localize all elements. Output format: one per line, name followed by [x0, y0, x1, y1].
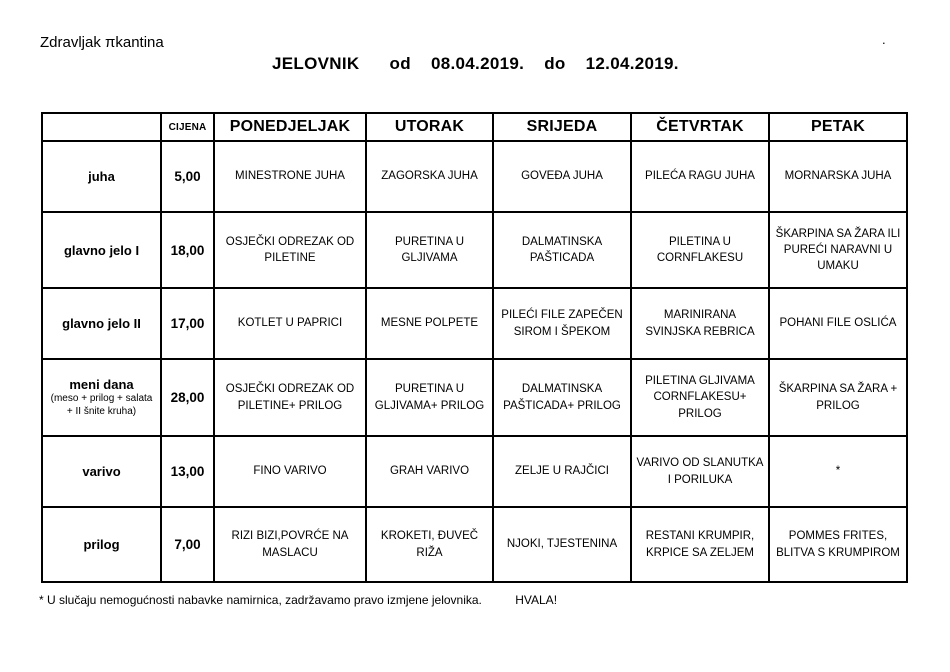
price-cell: 13,00	[161, 436, 214, 507]
menu-item-cell: POHANI FILE OSLIĆA	[769, 288, 907, 359]
column-header-utorak: UTORAK	[366, 113, 493, 141]
menu-item-cell: PURETINA U GLJIVAMA	[366, 212, 493, 288]
row-label-text: glavno jelo II	[62, 316, 141, 331]
price-cell: 18,00	[161, 212, 214, 288]
table-row-meni-dana	[42, 359, 907, 436]
menu-item-cell: POMMES FRITES, BLITVA S KRUMPIROM	[769, 507, 907, 582]
table-row-glavno-jelo-2	[42, 288, 907, 359]
menu-item-cell: GOVEĐA JUHA	[493, 141, 631, 212]
menu-item-cell: PILETINA U CORNFLAKESU	[631, 212, 769, 288]
menu-item-cell: KOTLET U PAPRICI	[214, 288, 366, 359]
organization-name: Zdravljak πkantina	[40, 34, 164, 51]
price-cell: 17,00	[161, 288, 214, 359]
corner-spacer	[42, 113, 161, 141]
menu-item-cell: PILETINA GLJIVAMA CORNFLAKESU+ PRILOG	[631, 359, 769, 436]
row-label-juha	[42, 141, 161, 212]
column-header-petak: PETAK	[769, 113, 907, 141]
column-header-cetvrtak: ČETVRTAK	[631, 113, 769, 141]
menu-item-cell: OSJEČKI ODREZAK OD PILETINE+ PRILOG	[214, 359, 366, 436]
row-sublabel-text: (meso + prilog + salata + II šnite kruha)	[50, 393, 153, 417]
footer-disclaimer: * U slučaju nemogućnosti nabavke namirnica, zadržavamo pravo izmjene jelovnika. HVALA!	[39, 593, 558, 607]
row-label-varivo	[42, 436, 161, 507]
row-label-text: varivo	[82, 464, 121, 479]
table-row-juha	[42, 141, 907, 212]
menu-item-cell: RESTANI KRUMPIR, KRPICE SA ZELJEM	[631, 507, 769, 582]
header-row	[42, 113, 907, 141]
column-header-ponedjeljak: PONEDJELJAK	[214, 113, 366, 141]
row-label-meni-dana	[42, 359, 161, 436]
menu-item-cell: MARINIRANA SVINJSKA REBRICA	[631, 288, 769, 359]
menu-item-cell: VARIVO OD SLANUTKA I PORILUKA	[631, 436, 769, 507]
row-label-glavno-jelo-1	[42, 212, 161, 288]
menu-item-cell: MORNARSKA JUHA	[769, 141, 907, 212]
price-cell: 28,00	[161, 359, 214, 436]
menu-item-cell: KROKETI, ĐUVEČ RIŽA	[366, 507, 493, 582]
menu-item-cell: PURETINA U GLJIVAMA+ PRILOG	[366, 359, 493, 436]
menu-item-cell: GRAH VARIVO	[366, 436, 493, 507]
menu-item-cell: MESNE POLPETE	[366, 288, 493, 359]
table-row-prilog	[42, 507, 907, 582]
menu-item-cell: PILEĆI FILE ZAPEČEN SIROM I ŠPEKOM	[493, 288, 631, 359]
menu-item-cell: *	[769, 436, 907, 507]
menu-item-cell: PILEĆA RAGU JUHA	[631, 141, 769, 212]
menu-table	[41, 112, 908, 583]
menu-item-cell: NJOKI, TJESTENINA	[493, 507, 631, 582]
column-header-srijeda: SRIJEDA	[493, 113, 631, 141]
row-label-text: juha	[88, 169, 115, 184]
price-cell: 7,00	[161, 507, 214, 582]
row-label-glavno-jelo-2	[42, 288, 161, 359]
menu-item-cell: ZELJE U RAJČICI	[493, 436, 631, 507]
menu-item-cell: DALMATINSKA PAŠTICADA+ PRILOG	[493, 359, 631, 436]
table-row-glavno-jelo-1	[42, 212, 907, 288]
row-label-prilog	[42, 507, 161, 582]
menu-item-cell: RIZI BIZI,POVRĆE NA MASLACU	[214, 507, 366, 582]
column-header-cijena: CIJENA	[161, 113, 214, 141]
page-title: JELOVNIK od 08.04.2019. do 12.04.2019.	[272, 54, 679, 73]
menu-item-cell: FINO VARIVO	[214, 436, 366, 507]
table-row-varivo	[42, 436, 907, 507]
menu-item-cell: MINESTRONE JUHA	[214, 141, 366, 212]
row-label-text: glavno jelo I	[63, 242, 140, 258]
row-label-text: prilog	[83, 537, 120, 552]
price-cell: 5,00	[161, 141, 214, 212]
corner-mark: .	[882, 32, 886, 47]
row-label-text: meni dana	[69, 377, 134, 392]
menu-item-cell: ZAGORSKA JUHA	[366, 141, 493, 212]
menu-item-cell: ŠKARPINA SA ŽARA + PRILOG	[769, 359, 907, 436]
menu-item-cell: DALMATINSKA PAŠTICADA	[493, 212, 631, 288]
menu-item-cell: ŠKARPINA SA ŽARA ILI PUREĆI NARAVNI U UMAKU	[769, 212, 907, 288]
menu-item-cell: OSJEČKI ODREZAK OD PILETINE	[214, 212, 366, 288]
